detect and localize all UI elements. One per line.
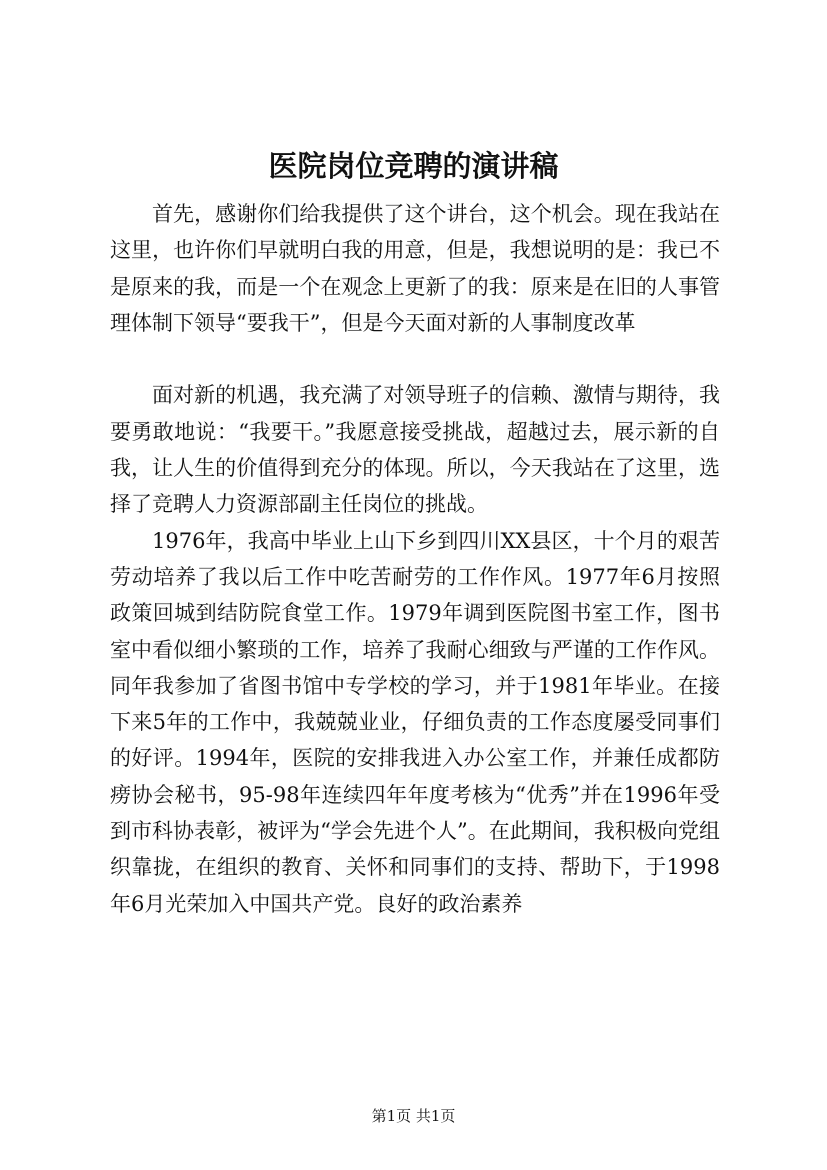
page-footer: 第1页 共1页 [371,1107,456,1125]
document-title: 医院岗位竞聘的演讲稿 [268,149,559,183]
paragraph-intro: 首先，感谢你们给我提供了这个讲台，这个机会。现在我站在这里，也许你们早就明白我的用意，但是，我想说明的是：我已不是原来的我，而是一个在观念上更新了的我：原来是在旧的人事管理体制下领导“要我干”，但是今天面对新的人事制度改革 [110,202,720,335]
paragraph-career: 1976年，我高中毕业上山下乡到四川XX县区，十个月的艰苦劳动培养了我以后工作中吃苦耐劳的工作作风。1977年6月按照政策回城到结防院食堂工作。1979年调到医院图书室工作，图书室中看似细小繁琐的工作，培养了我耐心细致与严谨的工作作风。同年我参加了省图书馆中专学校的学习，并于1981年毕业。在接下来5年的工作中，我兢兢业业，仔细负责的工作态度屡受同事们的好评。1994年，医院的安排我进入办公室工作，并兼任成都防痨协会秘书，95-98年连续四年年度考核为“优秀”并在1996年受到市科协表彰，被评为“学会先进个人”。在此期间，我积极向党组织靠拢，在组织的教育、关怀和同事们的支持、帮助下，于1998年6月光荣加入中国共产党。良好的政治素养 [110,528,720,916]
document-body [110,196,720,922]
paragraph-challenge: 面对新的机遇，我充满了对领导班子的信赖、激情与期待，我要勇敢地说：“我要干。”我愿意接受挑战，超越过去，展示新的自我，让人生的价值得到充分的体现。所以，今天我站在了这里，选择了竞聘人力资源部副主任岗位的挑战。 [110,383,720,517]
